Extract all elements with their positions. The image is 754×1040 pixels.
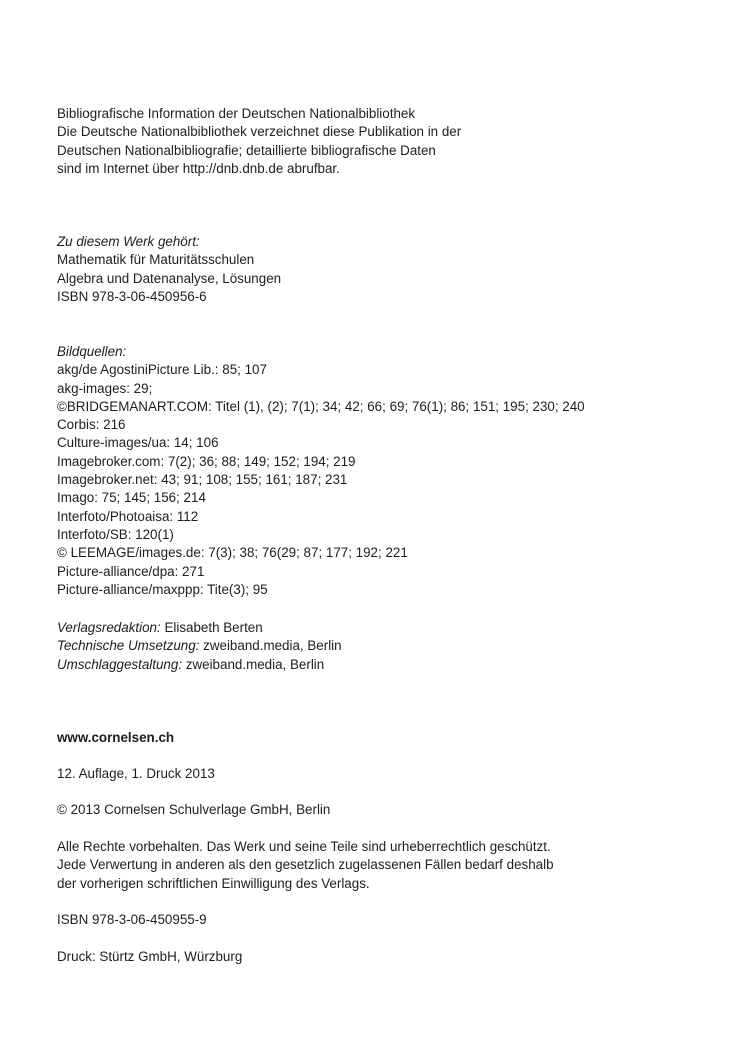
- copyright-line: © 2013 Cornelsen Schulverlage GmbH, Berlin: [57, 802, 331, 817]
- related-line: Algebra und Datenanalyse, Lösungen: [57, 270, 282, 286]
- credits-heading: Bildquellen:: [57, 344, 127, 359]
- rights-line: der vorherigen schriftlichen Einwilligung des Verlags.: [57, 875, 370, 891]
- credit-line: Interfoto/SB: 120(1): [57, 526, 174, 542]
- rights-line: Jede Verwertung in anderen als den gesetzlich zugelassenen Fällen bedarf deshalb: [57, 857, 554, 873]
- credit-line: Interfoto/Photoaisa: 112: [57, 508, 199, 524]
- isbn: [57, 911, 737, 929]
- website-link[interactable]: www.cornelsen.ch: [57, 730, 175, 745]
- copyright: [57, 801, 737, 819]
- credit-line: Culture-images/ua: 14; 106: [57, 435, 219, 451]
- credit-line: akg/de AgostiniPicture Lib.: 85; 107: [57, 362, 267, 378]
- related-heading: Zu diesem Werk gehört:: [57, 234, 200, 249]
- tech-label: Technische Umsetzung:: [57, 638, 200, 654]
- staff-credits: [57, 619, 737, 674]
- dnb-line: sind im Internet über http://dnb.dnb.de abrufbar.: [57, 160, 340, 176]
- credit-line: ©BRIDGEMANART.COM: Titel (1), (2); 7(1); 34; 42; 66; 69; 76(1); 86; 151; 195; 230; 240: [57, 398, 585, 414]
- editor-label: Verlagsredaktion:: [57, 620, 161, 635]
- dnb-line: Bibliografische Information der Deutschen Nationalbibliothek: [57, 106, 416, 121]
- isbn-line: ISBN 978-3-06-450955-9: [57, 912, 207, 927]
- edition: [57, 765, 737, 783]
- image-credits: [57, 343, 737, 599]
- related-work: [57, 233, 737, 306]
- credit-line: Picture-alliance/dpa: 271: [57, 563, 205, 579]
- credit-line: Imago: 75; 145; 156; 214: [57, 490, 206, 506]
- related-isbn: ISBN 978-3-06-450956-6: [57, 288, 207, 304]
- cover-label: Umschlaggestaltung:: [57, 656, 183, 672]
- tech-line: [57, 637, 737, 655]
- dnb-line: Die Deutsche Nationalbibliothek verzeichnet diese Publikation in der: [57, 124, 462, 140]
- rights-notice: [57, 838, 737, 893]
- dnb-line: Deutschen Nationalbibliografie; detaillierte bibliografische Daten: [57, 142, 436, 158]
- credit-line: akg-images: 29;: [57, 380, 153, 396]
- cover-value: zweiband.media, Berlin: [182, 656, 325, 672]
- cover-line: [57, 656, 737, 674]
- edition-line: 12. Auflage, 1. Druck 2013: [57, 766, 215, 781]
- credit-line: © LEEMAGE/images.de: 7(3); 38; 76(29; 87; 177; 192; 221: [57, 545, 408, 561]
- dnb-notice: [57, 105, 737, 178]
- website: [57, 729, 737, 747]
- credit-line: Corbis: 216: [57, 417, 126, 433]
- rights-line: Alle Rechte vorbehalten. Das Werk und seine Teile sind urheberrechtlich geschützt.: [57, 839, 551, 854]
- tech-value: zweiband.media, Berlin: [199, 638, 342, 654]
- editor-line: [57, 619, 737, 637]
- editor-value: Elisabeth Berten: [160, 620, 263, 635]
- printer: [57, 948, 737, 966]
- credit-line: Picture-alliance/maxppp: Tite(3); 95: [57, 581, 268, 597]
- credit-line: Imagebroker.com: 7(2); 36; 88; 149; 152; 194; 219: [57, 453, 356, 469]
- printer-line: Druck: Stürtz GmbH, Würzburg: [57, 949, 243, 964]
- credit-line: Imagebroker.net: 43; 91; 108; 155; 161; 187; 231: [57, 472, 348, 488]
- related-line: Mathematik für Maturitätsschulen: [57, 252, 255, 268]
